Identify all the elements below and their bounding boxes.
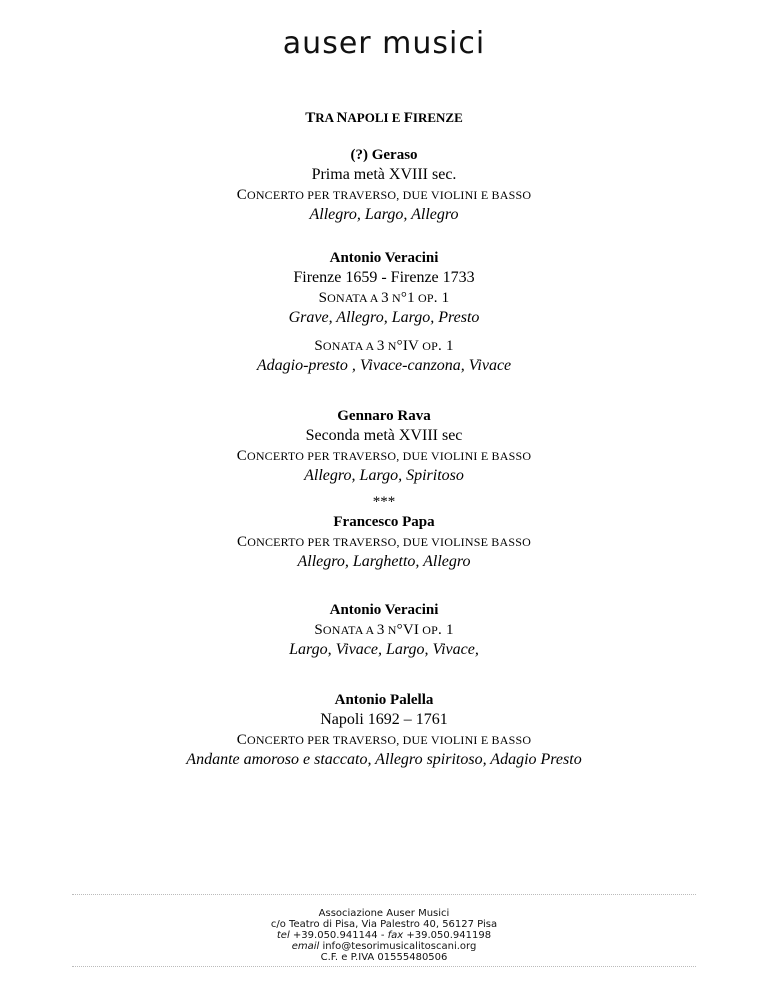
- movements: Adagio-presto , Vivace-canzona, Vivace: [256, 357, 512, 374]
- footer-address: c/o Teatro di Pisa, Via Palestro 40, 56127 Pisa: [270, 919, 498, 930]
- program-entry: [0, 145, 768, 225]
- movements: Allegro, Largo, Spiritoso: [304, 467, 464, 484]
- movements: Andante amoroso e staccato, Allegro spiritoso, Adagio Presto: [186, 751, 582, 768]
- program-entry: [0, 492, 768, 572]
- footer: [0, 908, 768, 963]
- work-title: SONATA A 3 N°IV OP. 1: [314, 338, 454, 354]
- footer-phone: tel +39.050.941144 - fax +39.050.941198: [276, 930, 492, 941]
- program-entry: [0, 336, 768, 376]
- work-title: CONCERTO PER TRAVERSO, DUE VIOLINI E BASSO: [236, 448, 532, 464]
- program-entry: [0, 690, 768, 770]
- program-title: TRA NAPOLI E FIRENZE: [305, 110, 463, 126]
- movements: Allegro, Larghetto, Allegro: [297, 553, 471, 570]
- work-title: SONATA A 3 N°VI OP. 1: [314, 622, 454, 638]
- logo: auser musici: [282, 26, 486, 61]
- work-title: CONCERTO PER TRAVERSO, DUE VIOLINI E BASSO: [236, 732, 532, 748]
- program-entry: [0, 600, 768, 660]
- movements: Allegro, Largo, Allegro: [309, 206, 459, 223]
- composer-name: Antonio Veracini: [329, 250, 439, 266]
- composer-name: Antonio Palella: [334, 692, 434, 708]
- program-entry: [0, 406, 768, 486]
- composer-name: Antonio Veracini: [329, 602, 439, 618]
- composer-dates: Prima metà XVIII sec.: [311, 166, 457, 183]
- work-title: SONATA A 3 N°1 OP. 1: [318, 290, 450, 306]
- composer-dates: Firenze 1659 - Firenze 1733: [293, 269, 475, 286]
- program-entry: [0, 248, 768, 328]
- work-title: CONCERTO PER TRAVERSO, DUE VIOLINSE BASSO: [237, 534, 531, 550]
- footer-vat: C.F. e P.IVA 01555480506: [320, 952, 448, 963]
- footer-divider-top: [72, 894, 696, 895]
- composer-dates: Napoli 1692 – 1761: [320, 711, 448, 728]
- composer-dates: Seconda metà XVIII sec: [305, 427, 463, 444]
- footer-email: email info@tesorimusicalitoscani.org: [291, 941, 477, 952]
- movements: Largo, Vivace, Largo, Vivace,: [289, 641, 479, 658]
- composer-name: Gennaro Rava: [337, 408, 431, 424]
- work-title: CONCERTO PER TRAVERSO, DUE VIOLINI E BASSO: [236, 187, 532, 203]
- footer-org: Associazione Auser Musici: [318, 908, 450, 919]
- movements: Grave, Allegro, Largo, Presto: [288, 309, 480, 326]
- composer-name: (?) Geraso: [350, 147, 418, 163]
- footer-divider-bottom: [72, 966, 696, 967]
- section-separator: ***: [372, 494, 396, 510]
- composer-name: Francesco Papa: [333, 514, 435, 530]
